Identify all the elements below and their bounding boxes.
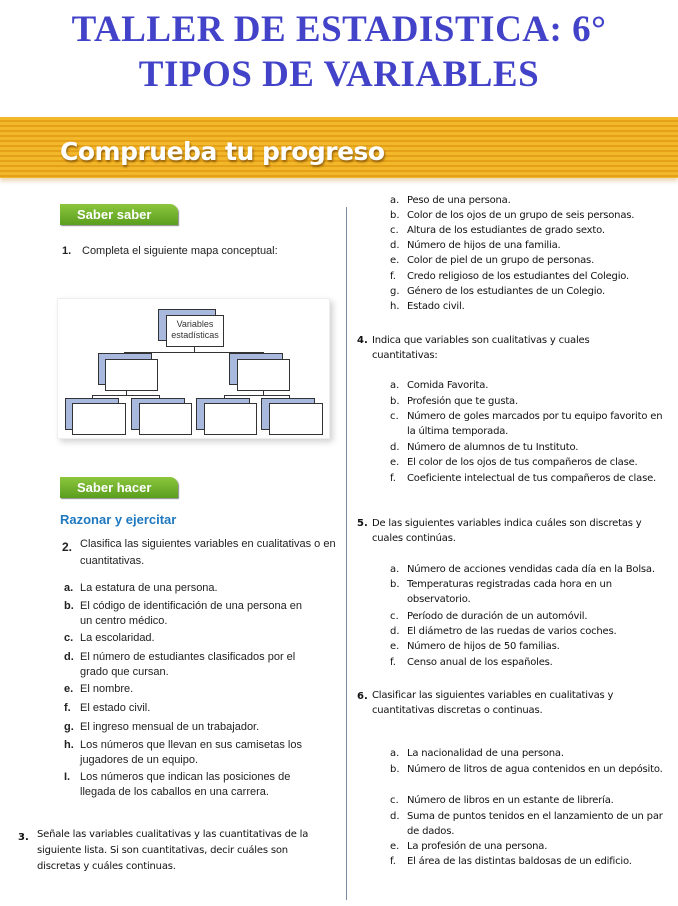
list-item: El estado civil. (80, 702, 151, 714)
list-item: Número de alumnos de tu Instituto. (407, 442, 579, 453)
item-letter: e. (64, 683, 74, 695)
list-item: Censo anual de los españoles. (407, 657, 553, 668)
item-letter: b. (390, 764, 400, 775)
banner-title: Comprueba tu progreso (60, 137, 385, 166)
question-5-text: De las siguientes variables indica cuáles son discretas y cuales continúas. (372, 518, 642, 545)
list-item: Color de piel de un grupo de personas. (407, 255, 595, 266)
list-item: El diámetro de las ruedas de varios coches. (407, 626, 617, 637)
concept-map-box (204, 403, 257, 435)
item-letter: f. (64, 702, 71, 714)
item-letter: h. (390, 301, 400, 312)
question-number: 6. (357, 691, 368, 702)
list-item: Peso de una persona. (407, 195, 511, 206)
list-item: La nacionalidad de una persona. (407, 748, 564, 759)
question-2-text: Clasifica las siguientes variables en cualitativas o en cuantitativas. (80, 538, 336, 567)
concept-map-root-label: Variables estadísticas (171, 319, 219, 340)
question-4-text: Indica que variables son cualitativas y cuales cuantitativas: (372, 335, 590, 362)
list-item: El área de las distintas baldosas de un edificio. (407, 856, 632, 867)
item-letter: b. (390, 579, 400, 590)
question-3-text: Señale las variables cualitativas y las cuantitativas de la siguiente lista. Si son cuantitativas, decir cuáles son discretas y cuáles continuas. (37, 829, 309, 872)
concept-map-root-box (166, 315, 224, 347)
list-item: Los números que indican las posiciones de llegada de los caballos en una carrera. (80, 771, 291, 798)
question-number: 1. (62, 245, 72, 257)
item-letter: f. (390, 856, 396, 867)
item-letter: h. (64, 739, 74, 751)
list-item: El ingreso mensual de un trabajador. (80, 721, 260, 733)
item-letter: c. (64, 632, 74, 644)
item-letter: b. (390, 210, 400, 221)
list-item: Color de los ojos de un grupo de seis personas. (407, 210, 635, 221)
item-letter: a. (390, 748, 400, 759)
concept-map-box (72, 403, 126, 435)
item-letter: e. (390, 841, 400, 852)
item-letter: c. (390, 795, 399, 806)
list-item: La escolaridad. (80, 632, 155, 644)
list-item: Número de goles marcados por tu equipo favorito en la última temporada. (407, 411, 663, 438)
item-letter: d. (390, 240, 400, 251)
item-letter: e. (390, 457, 400, 468)
concept-map-box (139, 403, 192, 435)
saber-hacer-tab: Saber hacer (60, 477, 178, 498)
concept-map-box (269, 403, 323, 435)
list-item: Altura de los estudiantes de grado sexto. (407, 225, 605, 236)
list-item: Comida Favorita. (407, 380, 489, 391)
concept-map-box (105, 359, 158, 391)
list-item: Género de los estudiantes de un Colegio. (407, 286, 606, 297)
question-number: 2. (62, 540, 73, 554)
list-item: Número de hijos de 50 familias. (407, 641, 560, 652)
list-item: Profesión que te gusta. (407, 396, 518, 407)
item-letter: c. (390, 411, 399, 422)
item-letter: g. (390, 286, 400, 297)
item-letter: d. (64, 651, 74, 663)
list-item: La profesión de una persona. (407, 841, 548, 852)
list-item: Coeficiente intelectual de tus compañeros de clase. (407, 473, 657, 484)
list-item: La estatura de una persona. (80, 582, 218, 594)
question-number: 5. (357, 518, 368, 529)
question-6-text: Clasificar las siguientes variables en cualitativas y cuantitativas discretas o continuas. (372, 690, 614, 717)
section-banner (0, 117, 678, 178)
question-number: 3. (18, 832, 29, 843)
list-item: El color de los ojos de tus compañeros de clase. (407, 457, 638, 468)
list-item: Temperaturas registradas cada hora en un observatorio. (407, 579, 612, 606)
list-item: Los números que llevan en sus camisetas los jugadores de un equipo. (80, 739, 302, 766)
list-item: El código de identificación de una persona en un centro médico. (80, 600, 302, 627)
item-letter: e. (390, 255, 400, 266)
question-number: 4. (357, 335, 368, 346)
item-letter: a. (390, 195, 400, 206)
list-item: Número de hijos de una familia. (407, 240, 561, 251)
item-letter: f. (390, 657, 396, 668)
item-letter: f. (390, 473, 396, 484)
item-letter: b. (390, 396, 400, 407)
saber-saber-tab: Saber saber (60, 204, 178, 225)
item-letter: a. (64, 582, 74, 594)
item-letter: d. (390, 811, 400, 822)
list-item: El nombre. (80, 683, 134, 695)
column-divider (346, 207, 347, 900)
list-item: Número de acciones vendidas cada día en la Bolsa. (407, 564, 655, 575)
list-item: Suma de puntos tenidos en el lanzamiento de un par de dados. (407, 811, 663, 838)
section-subtitle: Razonar y ejercitar (60, 512, 177, 527)
item-letter: g. (64, 721, 74, 733)
question-1-text: Completa el siguiente mapa conceptual: (82, 245, 278, 257)
list-item: Credo religioso de los estudiantes del Colegio. (407, 271, 629, 282)
list-item: El número de estudiantes clasificados por el grado que cursan. (80, 651, 296, 678)
list-item: Período de duración de un automóvil. (407, 611, 588, 622)
item-letter: c. (390, 611, 399, 622)
item-letter: c. (390, 225, 399, 236)
concept-map-box (237, 359, 290, 391)
item-letter: a. (390, 380, 400, 391)
item-letter: f. (390, 271, 396, 282)
item-letter: b. (64, 600, 74, 612)
item-letter: e. (390, 641, 400, 652)
item-letter: I. (64, 771, 71, 783)
item-letter: d. (390, 442, 400, 453)
page-subtitle: TIPOS DE VARIABLES (138, 54, 540, 95)
list-item: Número de litros de agua contenidos en un depósito. (407, 764, 663, 775)
page-title: TALLER DE ESTADISTICA: 6° (71, 9, 607, 50)
list-item: Estado civil. (407, 301, 465, 312)
item-letter: a. (390, 564, 400, 575)
list-item: Número de libros en un estante de librería. (407, 795, 614, 806)
item-letter: d. (390, 626, 400, 637)
